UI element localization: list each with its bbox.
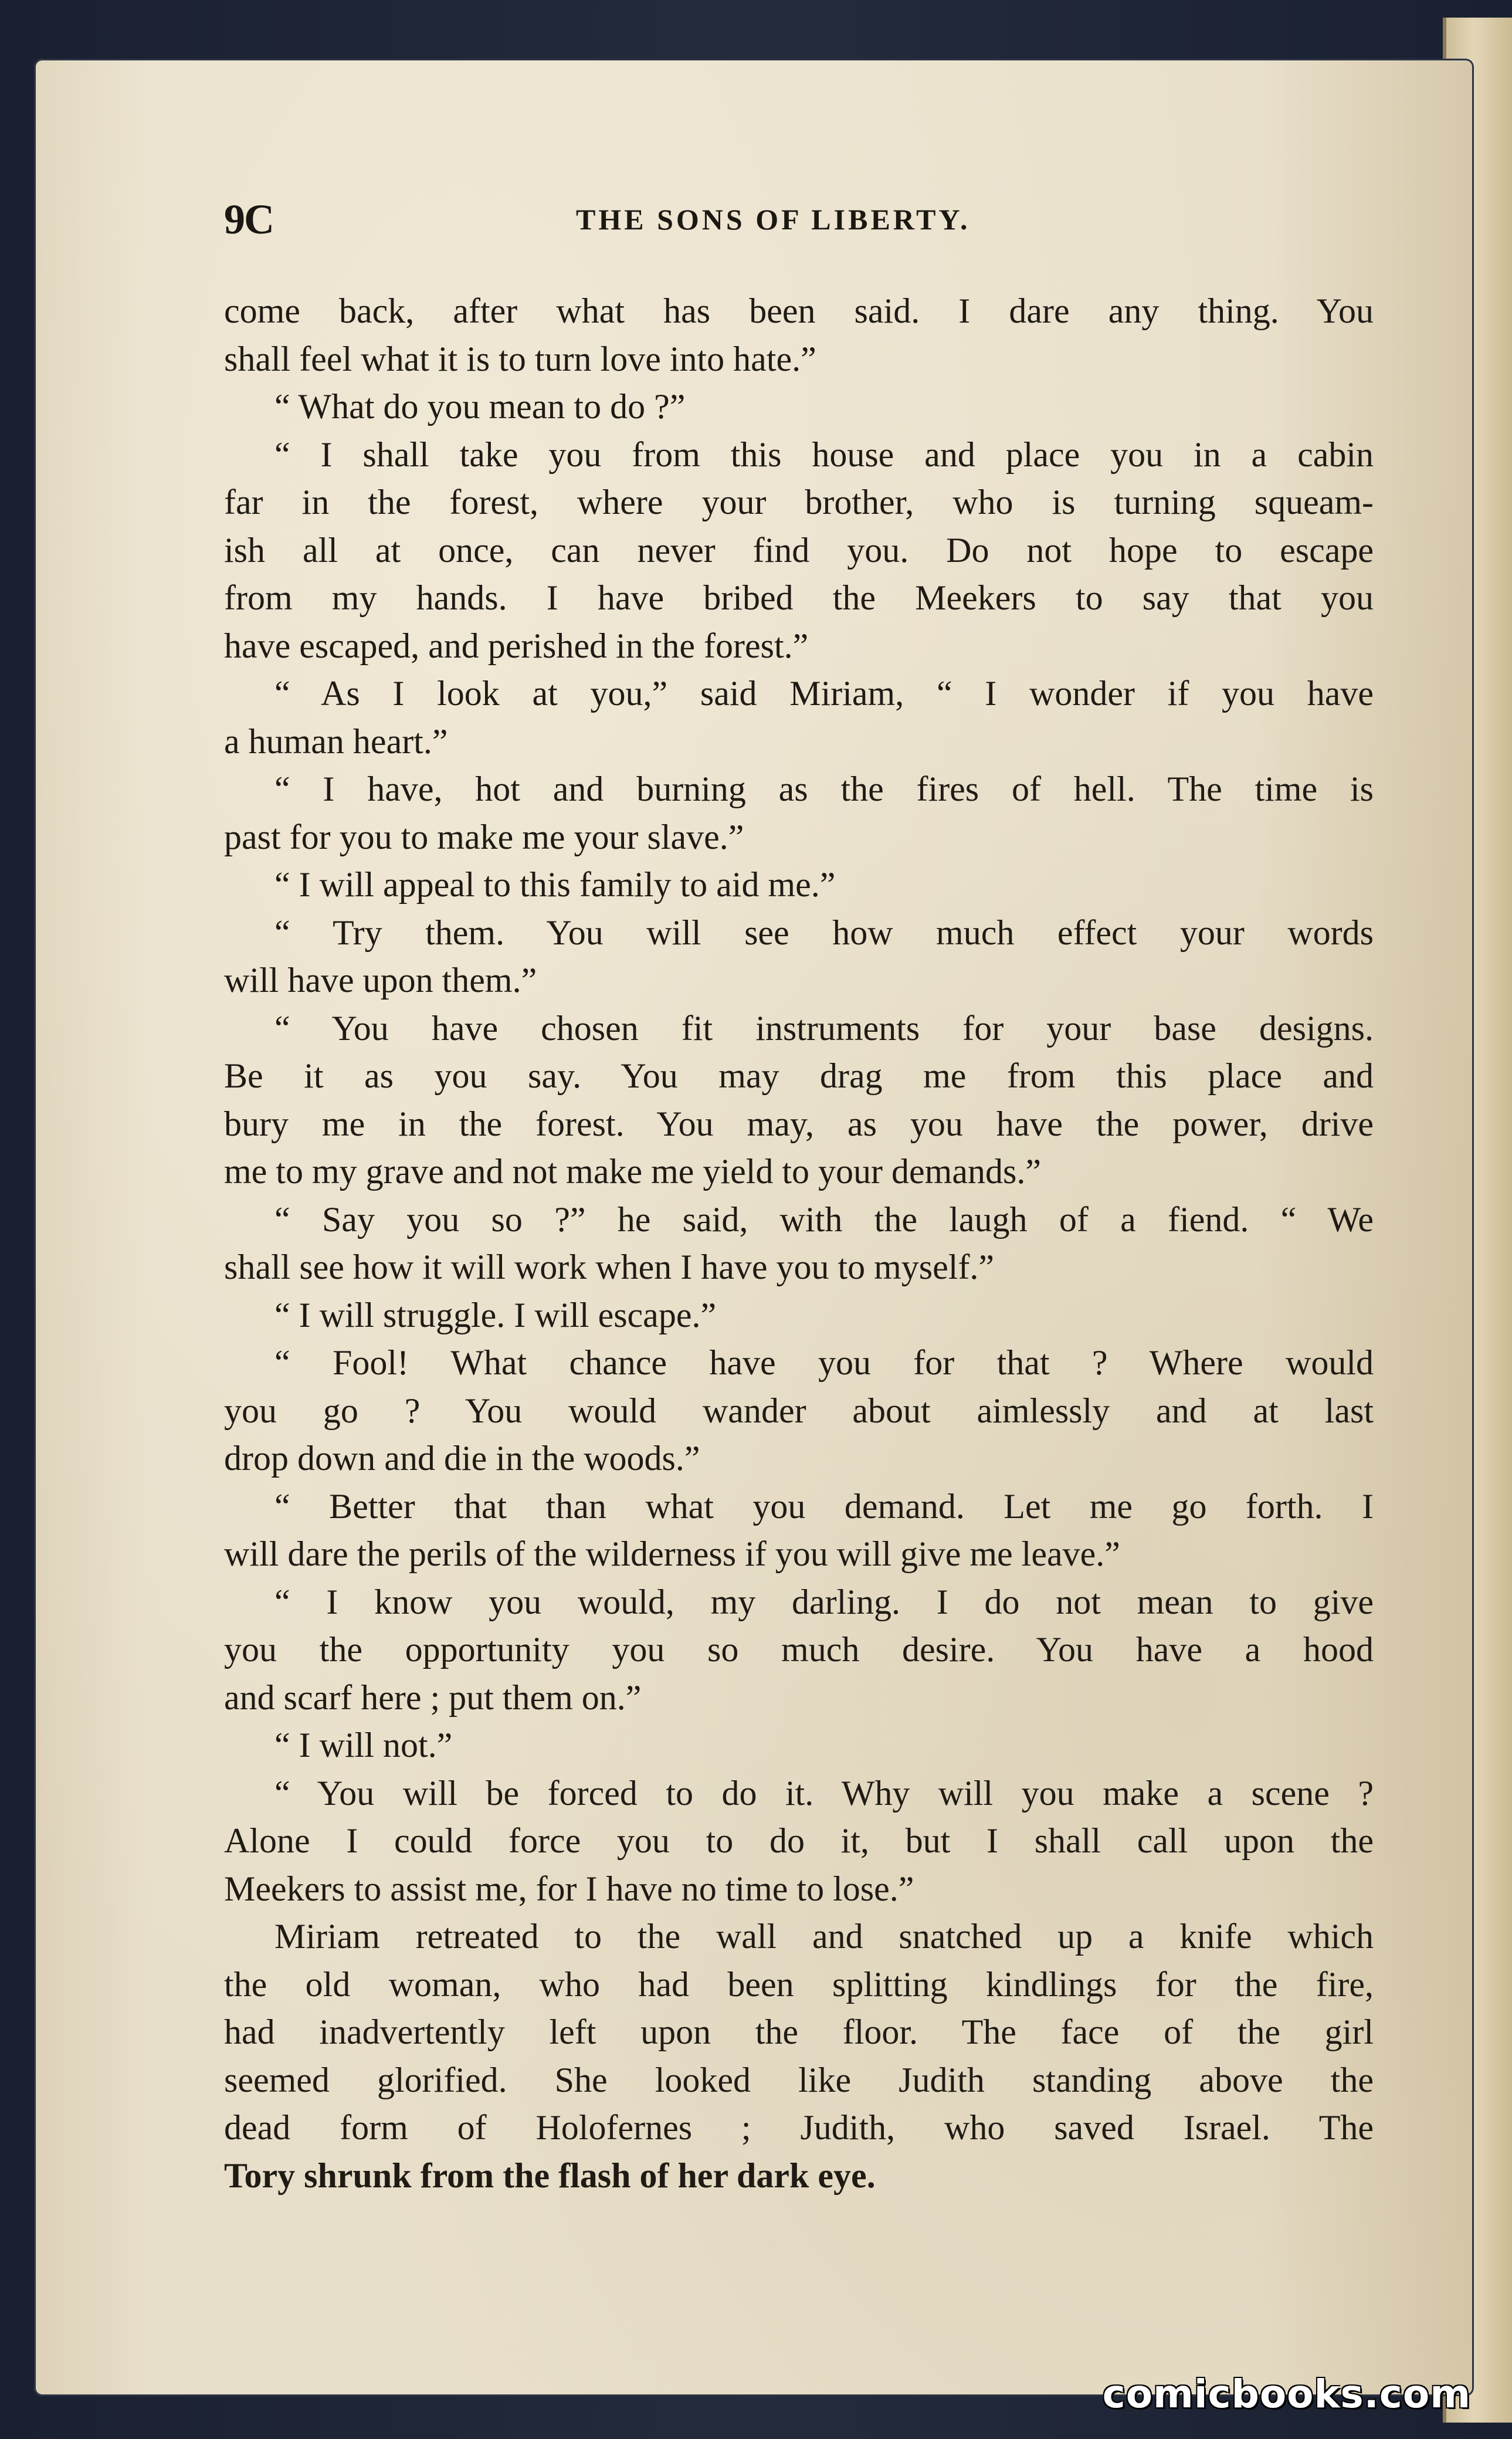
- text-line: Alone I could force you to do it, but I shall call upon the: [224, 1821, 1374, 1860]
- text-line: a human heart.”: [224, 721, 448, 761]
- text-line: shall see how it will work when I have you to myself.”: [224, 1248, 995, 1286]
- watermark: comicbooks.com: [1102, 2372, 1471, 2417]
- text-line: ish all at once, can never find you. Do not hope to escape: [224, 530, 1374, 570]
- text-line: from my hands. I have bribed the Meekers to say that you: [224, 578, 1374, 617]
- text-line: “ Say you so ?” he said, with the laugh of a fiend. “ We: [274, 1200, 1374, 1239]
- text-line: had inadvertently left upon the floor. The face of the girl: [224, 2013, 1374, 2051]
- text-line: “ I have, hot and burning as the fires of hell. The time is: [274, 770, 1374, 808]
- text-line: “ I will not.”: [274, 1726, 453, 1764]
- text-line: “ I will appeal to this family to aid me.”: [274, 865, 836, 904]
- text-line: “ Better that than what you demand. Let me go forth. I: [274, 1486, 1374, 1526]
- text-line: “ Try them. You will see how much effect your words: [274, 913, 1374, 952]
- text-line: “ Fool! What chance have you for that ? Where would: [274, 1343, 1374, 1382]
- text-line: “ You have chosen fit instruments for your base designs.: [274, 1008, 1374, 1048]
- page-number: 9C: [224, 196, 273, 243]
- text-line: you the opportunity you so much desire. You have a hood: [224, 1630, 1374, 1669]
- text-line: “ I know you would, my darling. I do not mean to give: [274, 1582, 1374, 1621]
- text-line: you go ? You would wander about aimlessly and at last: [224, 1391, 1374, 1430]
- text-line: will dare the perils of the wilderness if you will give me leave.”: [224, 1534, 1120, 1573]
- page-header: [224, 195, 1397, 242]
- text-line: drop down and die in the woods.”: [224, 1439, 700, 1478]
- text-line: Be it as you say. You may drag me from this place and: [224, 1056, 1374, 1095]
- text-line: “ As I look at you,” said Miriam, “ I wonder if you have: [274, 674, 1374, 713]
- text-line: the old woman, who had been splitting kindlings for the fire,: [224, 1964, 1374, 2004]
- body-text: [224, 287, 1374, 2200]
- text-line: bury me in the forest. You may, as you have the power, drive: [224, 1104, 1374, 1143]
- text-line: “ I will struggle. I will escape.”: [274, 1295, 717, 1334]
- text-line: seemed glorified. She looked like Judith standing above the: [224, 2060, 1374, 2099]
- text-line: come back, after what has been said. I dare any thing. You: [224, 292, 1374, 330]
- text-line: far in the forest, where your brother, who is turning squeam-: [224, 483, 1374, 521]
- text-line: Miriam retreated to the wall and snatched up a knife which: [274, 1917, 1374, 1956]
- text-line: Meekers to assist me, for I have no time to lose.”: [224, 1869, 914, 1908]
- text-line: shall feel what it is to turn love into hate.”: [224, 339, 816, 378]
- text-line: have escaped, and perished in the forest.”: [224, 626, 809, 665]
- text-line: Tory shrunk from the flash of her dark eye.: [224, 2156, 876, 2195]
- text-line: and scarf here ; put them on.”: [224, 1678, 642, 1717]
- text-line: “ I shall take you from this house and place you in a cabin: [274, 435, 1374, 474]
- text-line: past for you to make me your slave.”: [224, 817, 744, 856]
- running-head: THE SONS OF LIBERTY.: [576, 203, 971, 236]
- text-line: “ You will be forced to do it. Why will you make a scene ?: [274, 1773, 1374, 1813]
- text-line: will have upon them.”: [224, 961, 537, 1000]
- text-line: “ What do you mean to do ?”: [274, 387, 686, 426]
- text-line: me to my grave and not make me yield to your demands.”: [224, 1152, 1041, 1191]
- text-line: dead form of Holofernes ; Judith, who saved Israel. The: [224, 2108, 1374, 2147]
